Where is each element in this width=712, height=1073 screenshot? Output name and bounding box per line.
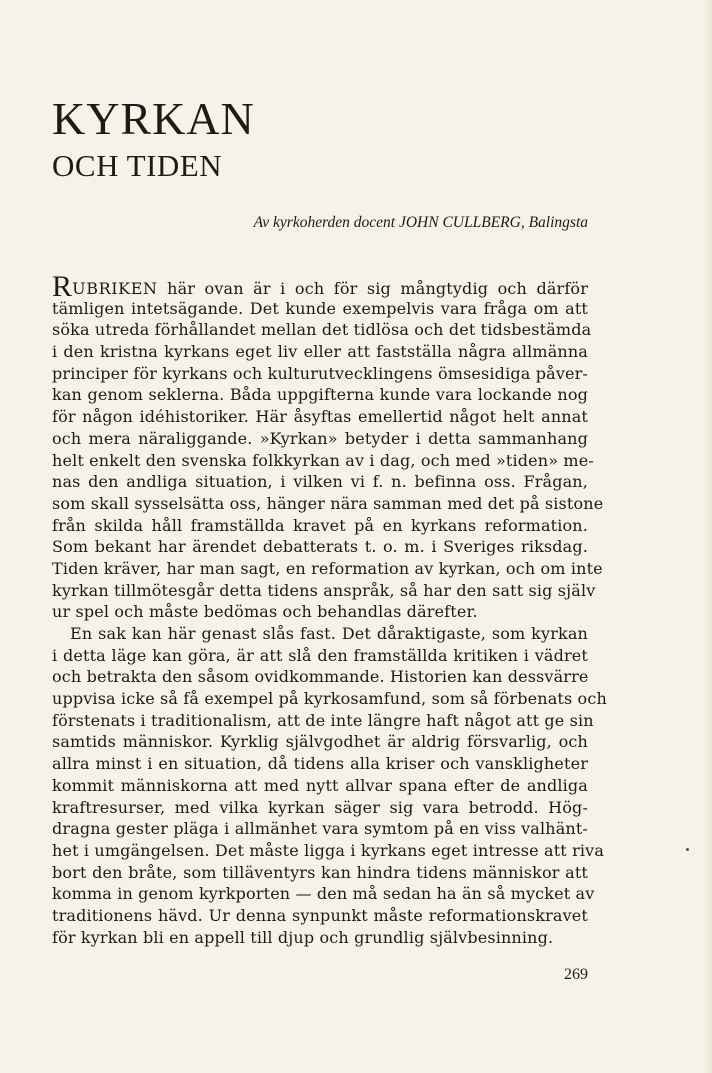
body-line: kommit människorna att med nytt allvar spana efter de andliga: [52, 775, 588, 795]
body-line: nas den andliga situation, i vilken vi f. n. befinna oss. Frågan,: [52, 472, 588, 492]
body-line: kan genom seklerna. Båda uppgifterna kunde vara lockande nog: [52, 385, 588, 405]
body-line: kraftresurser, med vilka kyrkan säger sig vara betrodd. Hög-: [52, 797, 588, 817]
body-line: Som bekant har ärendet debatterats t. o. m. i Sveriges riksdag.: [52, 537, 588, 557]
body-line: helt enkelt den svenska folkkyrkan av i dag, och med »tiden» me-: [52, 450, 594, 470]
body-line-1: [52, 270, 588, 303]
body-line: som skall sysselsätta oss, hänger nära samman med det på sistone: [52, 493, 604, 513]
body-line: samtids människor. Kyrklig självgodhet är aldrig försvarlig, och: [52, 732, 588, 752]
body-line: tämligen intetsägande. Det kunde exempelvis vara fråga om att: [52, 298, 588, 318]
first-word-small-caps: UBRIKEN: [72, 279, 158, 298]
drop-cap: R: [52, 270, 73, 303]
body-line: söka utreda förhållandet mellan det tidlösa och det tidsbestämda: [52, 320, 592, 340]
body-line: från skilda håll framställda kravet på en kyrkans reformation.: [52, 515, 588, 535]
body-line: allra minst i en situation, då tidens alla kriser och vanskligheter: [52, 754, 588, 774]
body-line-paragraph-end: för kyrkan bli en appell till djup och grundlig självbesinning.: [52, 927, 554, 947]
body-line: uppvisa icke så få exempel på kyrkosamfund, som så förbenats och: [52, 689, 607, 709]
body-line-paragraph-start: En sak kan här genast slås fast. Det dåraktigaste, som kyrkan: [70, 624, 588, 643]
body-line-paragraph-end: ur spel och måste bedömas och behandlas därefter.: [52, 602, 478, 622]
body-line: dragna gester pläga i allmänhet vara symtom på en viss valhänt-: [52, 819, 588, 839]
article-title-line-1: KYRKAN: [52, 93, 255, 144]
body-line: bort den bråte, som tilläventyrs kan hindra tidens människor att: [52, 862, 588, 882]
body-line: het i umgängelsen. Det måste ligga i kyrkans eget intresse att riva: [52, 840, 605, 860]
body-line: förstenats i traditionalism, att de inte längre haft något att ge sin: [52, 710, 594, 730]
body-line: i detta läge kan göra, är att slå den framställda kritiken i vädret: [52, 645, 588, 665]
page-number: 269: [564, 966, 588, 983]
body-line-1-text: här ovan är i och för sig mångtydig och därför: [157, 279, 588, 298]
body-line: Tiden kräver, har man sagt, en reformation av kyrkan, och om inte: [52, 558, 603, 578]
article-body: [52, 270, 607, 948]
body-line: i den kristna kyrkans eget liv eller att fastställa några allmänna: [52, 342, 588, 362]
article-title-line-2: OCH TIDEN: [52, 148, 223, 183]
page-edge-shadow: [704, 0, 712, 1073]
article-byline: Av kyrkoherden docent JOHN CULLBERG, Balingsta: [253, 214, 588, 231]
body-line: traditionens hävd. Ur denna synpunkt måste reformationskravet: [52, 905, 588, 925]
body-line: kyrkan tillmötesgår detta tidens anspråk, så har den satt sig själv: [52, 580, 596, 600]
scan-speck: [686, 848, 689, 851]
body-line: principer för kyrkans och kulturutvecklingens ömsesidiga påver-: [52, 363, 588, 383]
body-line: och betrakta den såsom ovidkommande. Historien kan dessvärre: [52, 667, 589, 687]
body-line: komma in genom kyrkporten — den må sedan ha än så mycket av: [52, 884, 595, 904]
body-line: för någon idéhistoriker. Här åsyftas emellertid något helt annat: [52, 407, 588, 427]
body-line: och mera näraliggande. »Kyrkan» betyder i detta sammanhang: [52, 428, 588, 448]
